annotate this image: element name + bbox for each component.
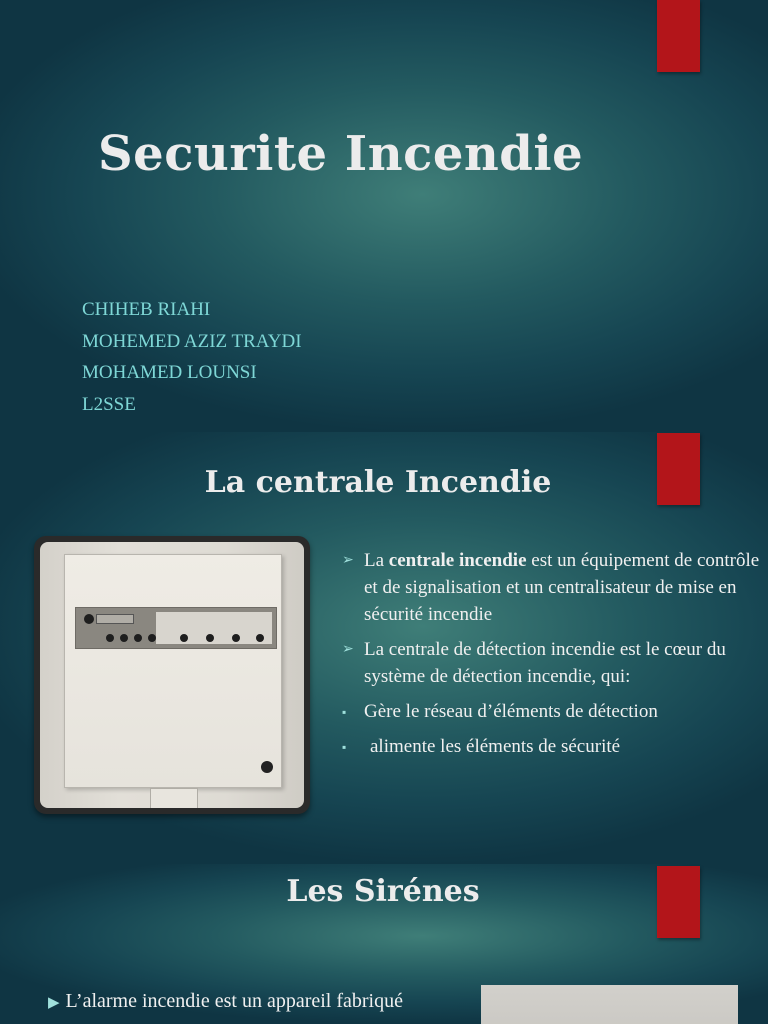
fire-panel-cabinet	[64, 554, 282, 788]
author-item: CHIHEB RIAHI	[82, 299, 211, 320]
sirenes-slide	[0, 864, 768, 1024]
red-accent-tab	[657, 0, 700, 72]
panel-button-icon	[120, 634, 128, 642]
bullet-item: ▶ L’alarme incendie est un appareil fabriqué	[48, 990, 403, 1012]
zone-button-icon	[256, 634, 264, 642]
fire-panel-control-strip	[75, 607, 277, 649]
author-list	[82, 296, 302, 422]
square-bullet-icon: ▪	[342, 705, 347, 719]
zone-button-icon	[180, 634, 188, 642]
zone-button-icon	[232, 634, 240, 642]
title-slide	[0, 0, 768, 432]
panel-button-icon	[148, 634, 156, 642]
presentation-title: Securite Incendie	[98, 126, 584, 182]
cable-duct	[150, 788, 198, 808]
author-item: MOHAMED LOUNSI	[82, 362, 257, 383]
fire-panel-photo	[34, 536, 310, 814]
slide-title: Les Sirénes	[286, 874, 480, 909]
bold-term: centrale incendie	[388, 550, 527, 571]
arrow-bullet-icon: ➢	[342, 642, 354, 657]
bullet-item: ▪ alimente les éléments de sécurité	[342, 733, 762, 760]
square-bullet-icon: ▪	[342, 740, 347, 754]
slide-title: La centrale Incendie	[204, 465, 552, 500]
class-label: L2SSE	[82, 393, 136, 415]
panel-button-icon	[106, 634, 114, 642]
zone-panel	[156, 612, 272, 644]
brand-logo-icon	[261, 761, 273, 773]
centrale-bullet-list	[342, 547, 762, 768]
fire-panel-display	[96, 614, 134, 624]
arrow-bullet-icon: ➢	[342, 553, 354, 568]
triangle-bullet-icon: ▶	[48, 995, 60, 1011]
bullet-item: ➢ La centrale de détection incendie est le cœur du système de détection incendie, qui:	[342, 636, 762, 690]
centrale-slide	[0, 432, 768, 864]
zone-button-icon	[206, 634, 214, 642]
key-switch-icon	[84, 614, 94, 624]
bullet-item: ➢ La centrale incendie est un équipement de contrôle et de signalisation et un centralisateur de mise en sécurité incendie	[342, 547, 762, 628]
panel-button-icon	[134, 634, 142, 642]
siren-photo	[481, 985, 738, 1024]
author-item: MOHEMED AZIZ TRAYDI	[82, 330, 302, 352]
bullet-item: ▪ Gère le réseau d’éléments de détection	[342, 698, 762, 725]
fire-panel-image	[40, 542, 304, 808]
